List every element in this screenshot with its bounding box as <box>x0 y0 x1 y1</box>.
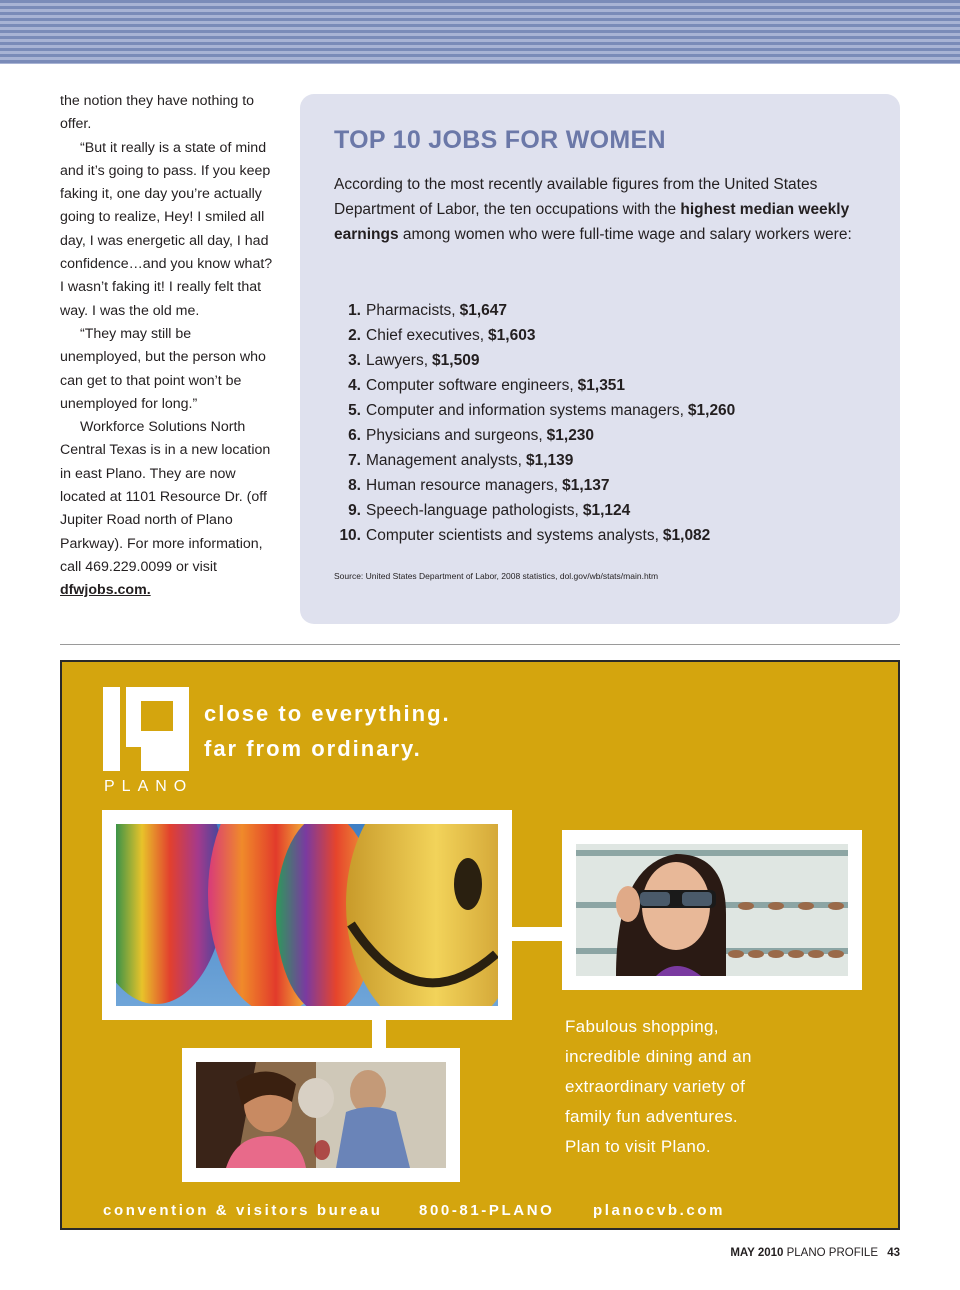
article-paragraph-text: Workforce Solutions North Central Texas is in a new location in east Plano. They are now located at 1101 Resource Dr. (off Jupiter Road north of Plano Parkway). For more information, call 469.229.0099 or visit <box>60 419 271 575</box>
job-title: Human resource managers, <box>366 477 559 494</box>
job-earnings: $1,082 <box>662 527 711 544</box>
job-number: 5. <box>348 402 361 419</box>
ad-copy-line: extraordinary variety of <box>565 1077 746 1096</box>
job-title: Speech-language pathologists, <box>366 502 579 519</box>
list-item <box>334 498 735 523</box>
list-item <box>334 373 735 398</box>
ad-copy-line: family fun adventures. <box>565 1107 738 1126</box>
job-earnings: $1,139 <box>525 452 574 469</box>
job-number: 6. <box>348 427 361 444</box>
ad-copy-line: incredible dining and an <box>565 1047 752 1066</box>
list-item <box>334 298 735 323</box>
page-number: 43 <box>887 1247 900 1259</box>
job-earnings: $1,351 <box>577 377 626 394</box>
job-title: Lawyers, <box>366 352 429 369</box>
top-stripe-band <box>0 0 960 64</box>
sidebar-title: TOP 10 JOBS FOR WOMEN <box>334 126 666 154</box>
issue-date: MAY 2010 <box>730 1247 784 1259</box>
tagline-line: far from ordinary. <box>204 736 422 761</box>
list-item <box>334 348 735 373</box>
job-earnings: $1,509 <box>432 352 480 369</box>
article-paragraph: “They may still be unemployed, but the person who can get to that point won’t be unemployed for long.” <box>60 325 266 412</box>
job-earnings: $1,603 <box>488 327 536 344</box>
shopping-photo-frame <box>562 830 862 990</box>
job-title: Computer software engineers, <box>366 377 574 394</box>
job-number: 8. <box>348 477 361 494</box>
job-title: Computer scientists and systems analysts, <box>366 527 659 544</box>
list-item <box>334 448 735 473</box>
job-title: Computer and information systems managers, <box>366 402 684 419</box>
article-column <box>60 90 275 603</box>
frame-connector <box>372 1018 386 1052</box>
job-number: 1. <box>348 302 361 319</box>
plano-logo-icon <box>103 687 189 771</box>
ad-website-link[interactable]: planocvb.com <box>593 1202 726 1219</box>
job-earnings: $1,260 <box>687 402 736 419</box>
ad-body-copy <box>565 1012 825 1162</box>
list-item <box>334 523 735 548</box>
phone-number[interactable]: 800-81-PLANO <box>419 1202 555 1219</box>
job-earnings: $1,137 <box>562 477 610 494</box>
job-number: 4. <box>348 377 361 394</box>
job-number: 10. <box>339 527 361 544</box>
job-number: 2. <box>348 327 361 344</box>
dining-couple-photo <box>196 1062 446 1168</box>
magazine-name: PLANO PROFILE <box>786 1247 878 1259</box>
intro-text: among women who were full-time wage and salary workers were: <box>402 226 852 243</box>
sidebar-intro <box>334 172 874 247</box>
section-divider <box>60 644 900 645</box>
list-item <box>334 323 735 348</box>
page-footer <box>730 1247 900 1259</box>
job-earnings: $1,647 <box>459 302 508 319</box>
source-citation: Source: United States Department of Labor, 2008 statistics, dol.gov/wb/stats/main.htm <box>334 571 659 581</box>
article-paragraph: “But it really is a state of mind and it’s going to pass. If you keep faking it, one day you’re actually going to realize, Hey! I smiled all day, I was energetic all day, I had confidence…and you know what? I wasn’t faking it! I really felt that way. I was the old me. <box>60 139 273 319</box>
bureau-name: convention & visitors bureau <box>103 1202 383 1219</box>
balloons-photo-frame <box>102 810 512 1020</box>
job-earnings: $1,230 <box>546 427 595 444</box>
dining-photo-frame <box>182 1048 460 1182</box>
website-link[interactable]: dfwjobs.com. <box>60 582 151 599</box>
job-title: Pharmacists, <box>366 302 456 319</box>
ad-copy-line: Fabulous shopping, <box>565 1017 719 1036</box>
tagline-line: close to everything. <box>204 701 451 726</box>
list-item <box>334 398 735 423</box>
intro-text: According to the most recently available figures from the United States Department of Labor, the ten occupations with the <box>334 176 818 218</box>
logo-wordmark: PLANO <box>104 778 194 795</box>
jobs-list <box>334 298 735 548</box>
frame-connector <box>510 927 564 941</box>
list-item <box>334 423 735 448</box>
job-number: 7. <box>348 452 361 469</box>
job-number: 3. <box>348 352 361 369</box>
woman-sunglasses-photo <box>576 844 848 976</box>
ad-tagline <box>204 696 451 766</box>
top-jobs-sidebar <box>300 94 900 624</box>
job-title: Physicians and surgeons, <box>366 427 543 444</box>
article-paragraph <box>60 416 275 602</box>
article-paragraph: the notion they have nothing to offer. <box>60 93 255 133</box>
hot-air-balloons-photo <box>116 824 498 1006</box>
list-item <box>334 473 735 498</box>
job-title: Chief executives, <box>366 327 485 344</box>
job-earnings: $1,124 <box>582 502 631 519</box>
job-title: Management analysts, <box>366 452 522 469</box>
ad-copy-line: Plan to visit Plano. <box>565 1137 711 1156</box>
plano-advertisement <box>60 660 900 1230</box>
job-number: 9. <box>348 502 361 519</box>
intro-bold-text: highest median weekly earnings <box>334 201 850 243</box>
